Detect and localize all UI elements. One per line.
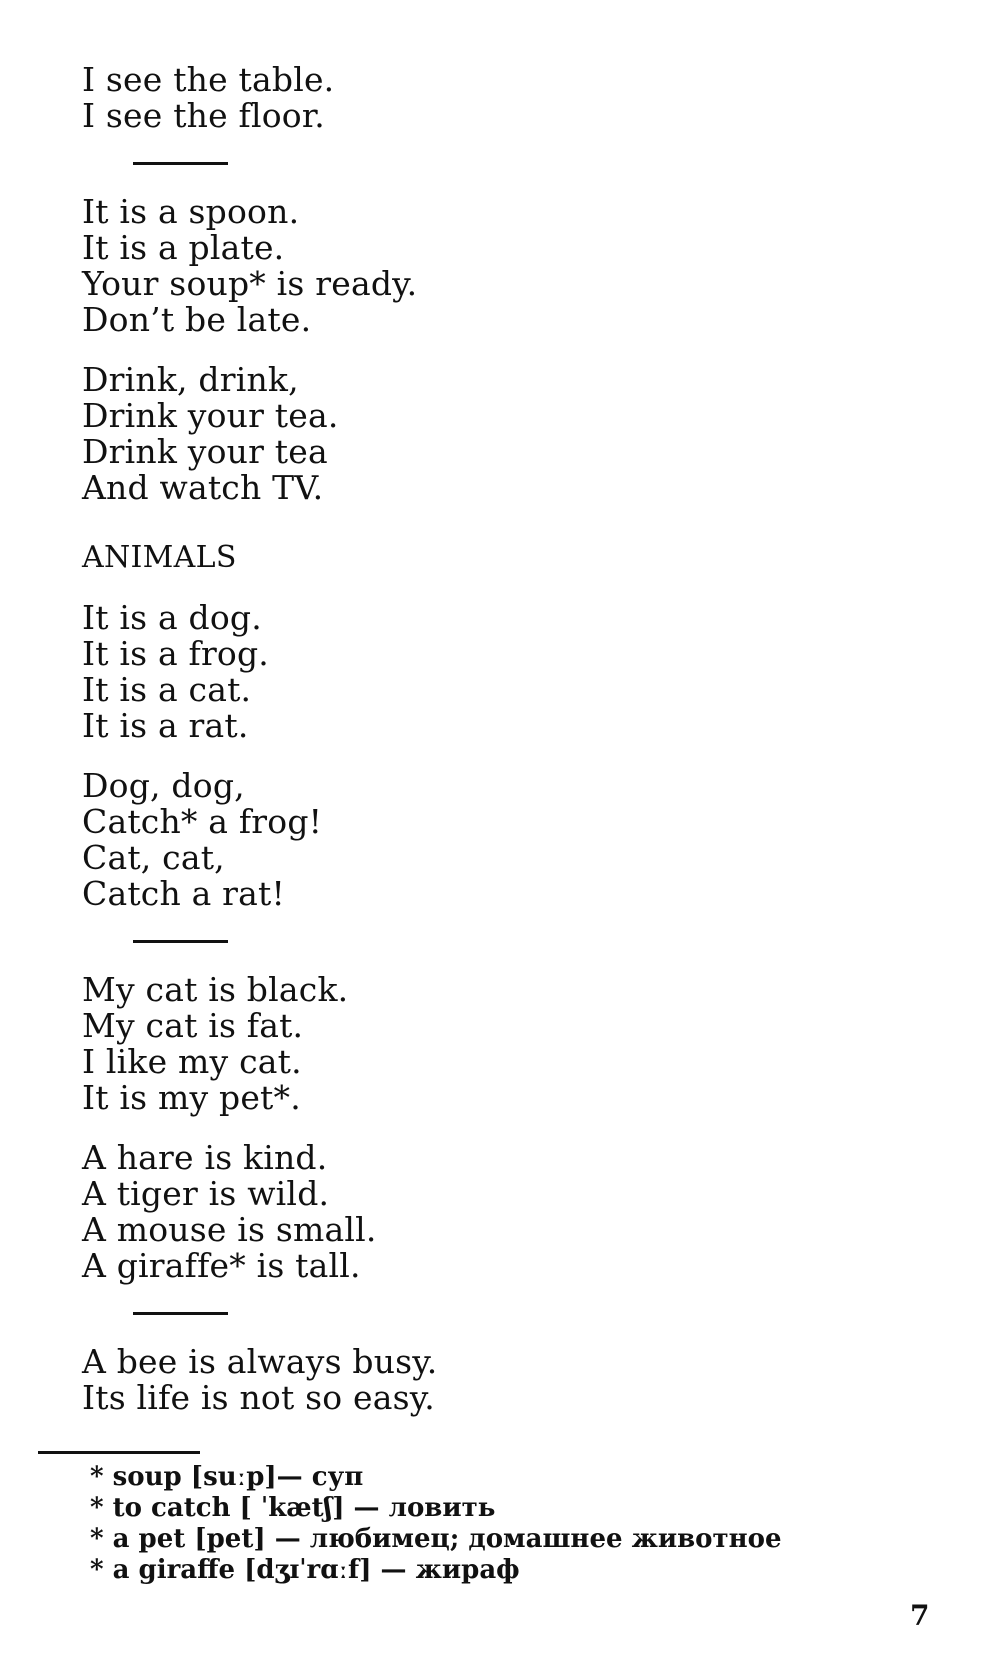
poem-line: Cat, cat,	[82, 838, 225, 877]
poem-line: Catch a rat!	[82, 874, 285, 913]
poem-line: It is a cat.	[82, 670, 252, 709]
footnote: * to catch [ ˈkætʃ] — ловить	[90, 1493, 496, 1523]
footnote: * a giraffe [dʒɪˈrɑːf] — жираф	[90, 1555, 520, 1585]
footnote: * a pet [pet] — любимец; домашнее животное	[90, 1524, 782, 1554]
poem-line: A bee is always busy.	[82, 1342, 438, 1381]
poem-line: Drink your tea.	[82, 396, 339, 435]
poem-text	[82, 62, 782, 1416]
page-number: 7	[910, 1599, 930, 1632]
poem-line: It is a frog.	[82, 634, 270, 673]
poem-line: It is my pet*.	[82, 1078, 301, 1117]
poem-line: I like my cat.	[82, 1042, 302, 1081]
poem-line: Catch* a frog!	[82, 802, 323, 841]
poem-line: Your soup* is ready.	[82, 264, 418, 303]
poem-line: A giraffe* is tall.	[82, 1246, 361, 1285]
poem-line: Don’t be late.	[82, 300, 312, 339]
poem-line: Dog, dog,	[82, 766, 245, 805]
poem-line: Drink your tea	[82, 432, 328, 471]
poem-line: A hare is kind.	[82, 1138, 328, 1177]
section-heading: ANIMALS	[82, 540, 237, 575]
poem-line: I see the table.	[82, 60, 335, 99]
stanza-divider	[82, 912, 782, 972]
poem-line: Its life is not so easy.	[82, 1378, 435, 1417]
footnote: * soup [suːp]— суп	[90, 1462, 364, 1492]
poem-line: A mouse is small.	[82, 1210, 377, 1249]
poem-line: It is a plate.	[82, 228, 285, 267]
stanza-divider	[82, 1284, 782, 1344]
poem-line: It is a spoon.	[82, 192, 300, 231]
footnote-rule	[38, 1451, 200, 1454]
footnotes	[90, 1462, 970, 1586]
poem-line: I see the floor.	[82, 96, 325, 135]
poem-line: It is a rat.	[82, 706, 249, 745]
poem-line: My cat is black.	[82, 970, 349, 1009]
poem-line: My cat is fat.	[82, 1006, 304, 1045]
poem-line: A tiger is wild.	[82, 1174, 330, 1213]
poem-line: And watch TV.	[82, 468, 324, 507]
poem-line: It is a dog.	[82, 598, 262, 637]
stanza-divider	[82, 134, 782, 194]
poem-line: Drink, drink,	[82, 360, 299, 399]
